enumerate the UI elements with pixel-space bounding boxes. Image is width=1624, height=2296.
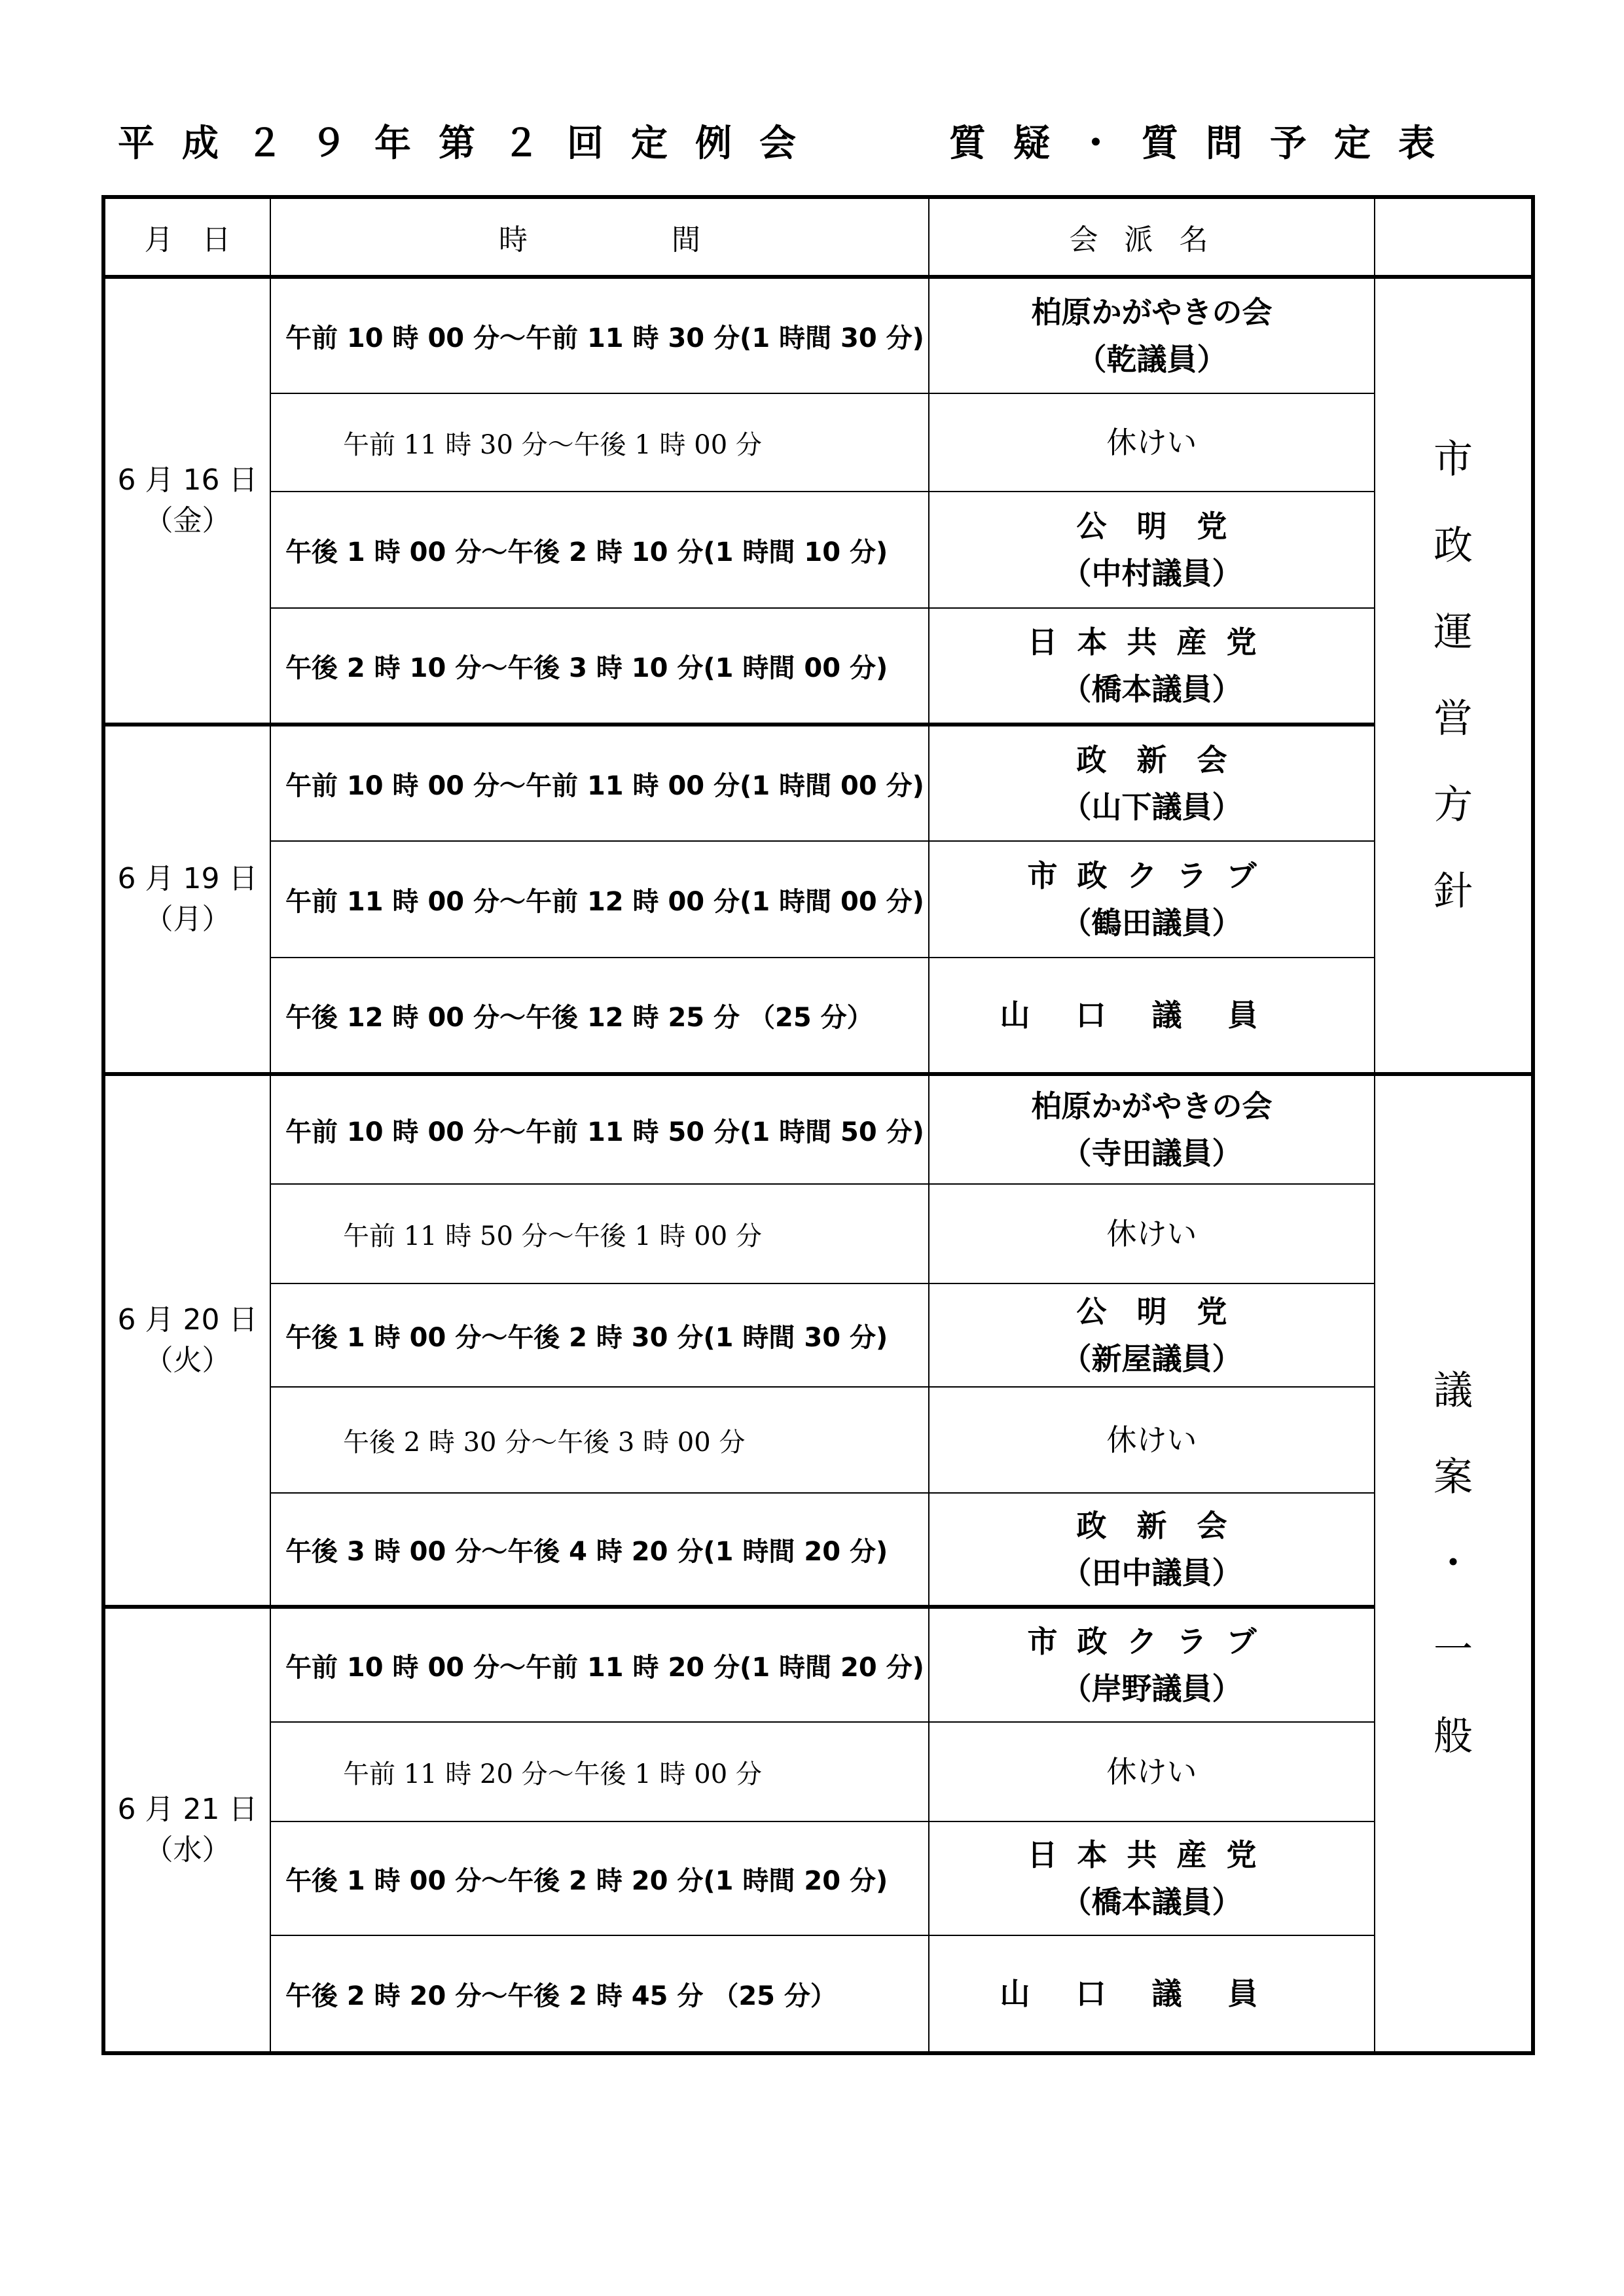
group-cell: 山口議員	[929, 1935, 1375, 2053]
table-row	[103, 725, 1533, 841]
group-cell: 柏原かがやきの会 （寺田議員）	[929, 1074, 1375, 1184]
time-cell: 午後 2 時 10 分～午後 3 時 10 分(1 時間 00 分)	[270, 608, 929, 725]
category-cell-bills-general: 議 案 ・ 一 般	[1375, 1074, 1533, 2053]
group-cell: 柏原かがやきの会 （乾議員）	[929, 277, 1375, 393]
time-cell: 午後 12 時 00 分～午後 12 時 25 分 （25 分）	[270, 958, 929, 1074]
group-cell: 政 新 会 （田中議員）	[929, 1493, 1375, 1607]
group-cell: 市政クラブ （岸野議員）	[929, 1607, 1375, 1722]
table-row	[103, 1283, 1533, 1387]
header-category	[1375, 197, 1533, 277]
group-cell: 休けい	[929, 1387, 1375, 1493]
group-cell: 山口議員	[929, 958, 1375, 1074]
table-row	[103, 1074, 1533, 1184]
time-cell: 午後 1 時 00 分～午後 2 時 20 分(1 時間 20 分)	[270, 1821, 929, 1935]
time-cell: 午前 10 時 00 分～午前 11 時 30 分(1 時間 30 分)	[270, 277, 929, 393]
group-cell: 公 明 党 （中村議員）	[929, 492, 1375, 608]
time-cell: 午前 11 時 50 分～午後 1 時 00 分	[270, 1184, 929, 1283]
time-cell: 午前 11 時 30 分～午後 1 時 00 分	[270, 393, 929, 492]
table-row	[103, 492, 1533, 608]
table-row	[103, 841, 1533, 958]
time-cell: 午前 11 時 20 分～午後 1 時 00 分	[270, 1722, 929, 1821]
group-cell: 公 明 党 （新屋議員）	[929, 1283, 1375, 1387]
table-row	[103, 1722, 1533, 1821]
document-title	[118, 118, 1492, 170]
date-cell: 6 月 20 日 （火）	[103, 1074, 270, 1607]
table-row	[103, 1493, 1533, 1607]
header-date: 月 日	[103, 197, 270, 277]
table-row	[103, 1607, 1533, 1722]
group-cell: 休けい	[929, 393, 1375, 492]
schedule-table	[101, 195, 1535, 2055]
group-cell: 日本共産党 （橋本議員）	[929, 608, 1375, 725]
group-cell: 日本共産党 （橋本議員）	[929, 1821, 1375, 1935]
table-row	[103, 608, 1533, 725]
table-row	[103, 1387, 1533, 1493]
header-row	[103, 197, 1533, 277]
group-cell: 市政クラブ （鶴田議員）	[929, 841, 1375, 958]
group-cell: 政 新 会 （山下議員）	[929, 725, 1375, 841]
time-cell: 午後 1 時 00 分～午後 2 時 10 分(1 時間 10 分)	[270, 492, 929, 608]
time-cell: 午前 11 時 00 分～午前 12 時 00 分(1 時間 00 分)	[270, 841, 929, 958]
table-row	[103, 1821, 1533, 1935]
time-cell: 午後 3 時 00 分～午後 4 時 20 分(1 時間 20 分)	[270, 1493, 929, 1607]
time-cell: 午前 10 時 00 分～午前 11 時 20 分(1 時間 20 分)	[270, 1607, 929, 1722]
time-cell: 午前 10 時 00 分～午前 11 時 00 分(1 時間 00 分)	[270, 725, 929, 841]
group-cell: 休けい	[929, 1722, 1375, 1821]
table-row	[103, 1935, 1533, 2053]
table-row	[103, 958, 1533, 1074]
table-row	[103, 393, 1533, 492]
time-cell: 午前 10 時 00 分～午前 11 時 50 分(1 時間 50 分)	[270, 1074, 929, 1184]
title-left: 平成２９年第２回定例会	[118, 122, 823, 165]
time-cell: 午後 1 時 00 分～午後 2 時 30 分(1 時間 30 分)	[270, 1283, 929, 1387]
header-time: 時 間	[270, 197, 929, 277]
table-row	[103, 277, 1533, 393]
date-cell: 6 月 21 日 （水）	[103, 1607, 270, 2053]
header-group: 会派名	[929, 197, 1375, 277]
table-row	[103, 1184, 1533, 1283]
category-cell-city-policy: 市 政 運 営 方 針	[1375, 277, 1533, 1074]
date-cell: 6 月 19 日 （月）	[103, 725, 270, 1074]
time-cell: 午後 2 時 20 分～午後 2 時 45 分 （25 分）	[270, 1935, 929, 2053]
time-cell: 午後 2 時 30 分～午後 3 時 00 分	[270, 1387, 929, 1493]
title-right: 質疑・質問予定表	[949, 122, 1462, 165]
group-cell: 休けい	[929, 1184, 1375, 1283]
date-cell: 6 月 16 日 （金）	[103, 277, 270, 725]
